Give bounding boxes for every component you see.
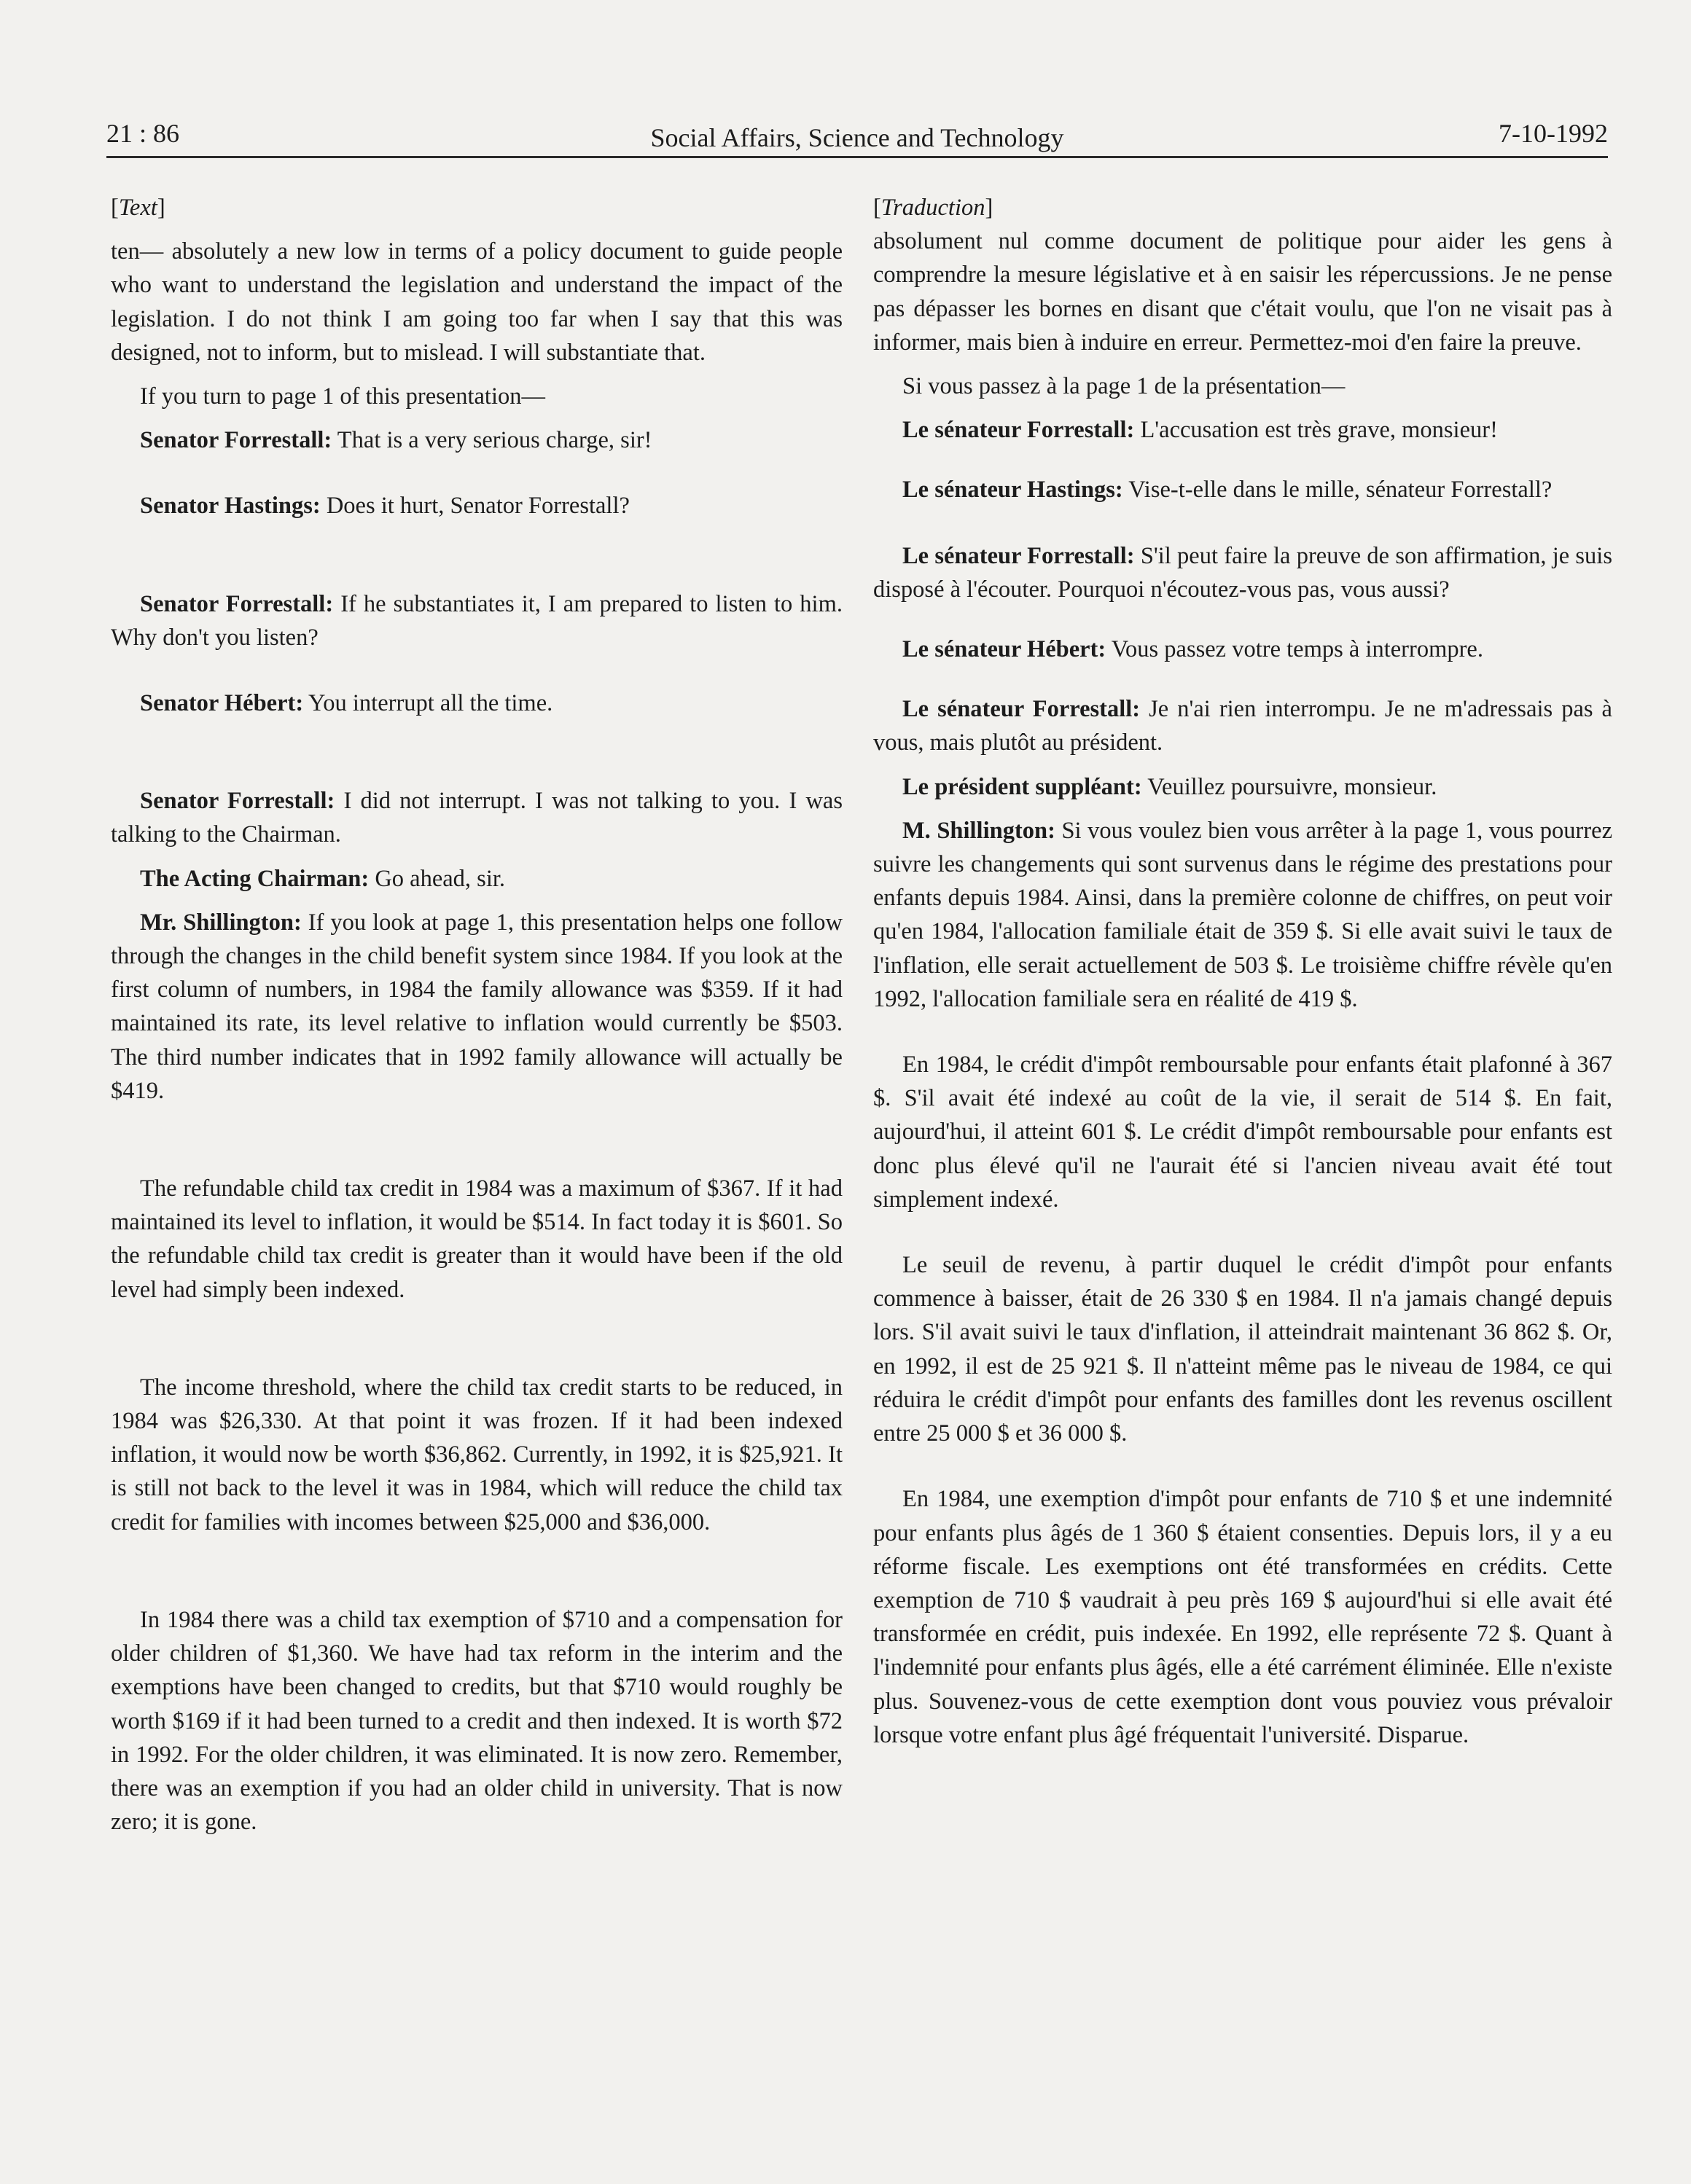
english-column [111, 191, 843, 1839]
paragraph: ten— absolutely a new low in terms of a policy document to guide people who want to understand the legislation and understand the impact of the legislation. I do not think I am going too far when I say that this was designed, not to inform, but to mislead. I will substantiate that. [111, 238, 843, 366]
paragraph: If you turn to page 1 of this presentation— [140, 383, 545, 410]
speech-paragraph: Le sénateur Hastings: Vise-t-elle dans le mille, sénateur Forrestall? [902, 477, 1553, 504]
speech-paragraph: Le sénateur Forrestall: S'il peut faire la preuve de son affirmation, je suis disposé à l'écouter. Pourquoi n'écoutez-vous pas, vous aussi? [873, 542, 1612, 603]
paragraph: The income threshold, where the child tax credit starts to be reduced, in 1984 was $26,330. At that point it was frozen. If it had been indexed inflation, it would now be worth $36,862. Currently, in 1992, it is $25,921. It is still not back to the level it was in 1984, which will reduce the child tax credit for families with incomes between $25,000 and $36,000. [111, 1374, 843, 1535]
speaker-name: Senator Hastings: [140, 493, 321, 520]
french-column [873, 191, 1612, 1752]
column-label: [Traduction] [873, 195, 993, 221]
paragraph: En 1984, le crédit d'impôt remboursable pour enfants était plafonné à 367 $. S'il avait été indexé au coût de la vie, il serait de 514 $. En fait, aujourd'hui, il atteint 601 $. Le crédit d'impôt remboursable pour enfants est donc plus élevé qu'il ne l'aurait été si l'ancien niveau avait été tout simplement indexé. [873, 1052, 1612, 1213]
speaker-name: Senator Forrestall: [140, 427, 332, 454]
page-number: 21 : 86 [106, 119, 180, 148]
paragraph: Le seuil de revenu, à partir duquel le crédit d'impôt pour enfants commence à baisser, était de 26 330 $ en 1984. Il n'a jamais changé depuis lors. S'il avait suivi le taux d'inflation, il atteindrait maintenant 36 862 $. Or, en 1992, il est de 25 921 $. Il n'atteint même pas le niveau de 1984, ce qui réduira le crédit d'impôt pour enfants des familles dont les revenus oscillent entre 25 000 $ et 36 000 $. [873, 1252, 1612, 1447]
speech-paragraph: Senator Hébert: You interrupt all the time. [140, 690, 553, 717]
speaker-name: Senator Forrestall: [140, 590, 334, 617]
column-label: [Text] [111, 195, 165, 221]
speaker-name: Le sénateur Forrestall: [902, 542, 1135, 569]
header-rule [106, 156, 1608, 158]
speech-paragraph: Le sénateur Hébert: Vous passez votre temps à interrompre. [902, 636, 1483, 663]
speaker-name: Le sénateur Hastings: [902, 477, 1123, 504]
speech-paragraph: Senator Hastings: Does it hurt, Senator Forrestall? [140, 493, 630, 520]
speech-paragraph: Senator Forrestall: If he substantiates it, I am prepared to listen to him. Why don't you listen? [111, 590, 843, 651]
speech-paragraph: Mr. Shillington: If you look at page 1, this presentation helps one follow through the changes in the child benefit system since 1984. If you look at the first column of numbers, in 1984 the family allowance was $359. If it had maintained its rate, its level relative to inflation would currently be $503. The third number indicates that in 1992 family allowance will actually be $419. [111, 909, 843, 1104]
speaker-name: Senator Hébert: [140, 690, 304, 717]
header-date: 7-10-1992 [1499, 119, 1608, 148]
speech-paragraph: Le président suppléant: Veuillez poursuivre, monsieur. [902, 773, 1437, 800]
paragraph: Si vous passez à la page 1 de la présentation— [902, 373, 1346, 400]
paragraph: En 1984, une exemption d'impôt pour enfants de 710 $ et une indemnité pour enfants plus âgés de 1 360 $ étaient consenties. Depuis lors, il y a eu réforme fiscale. Les exemptions ont été transformées en crédits. Cette exemption de 710 $ vaudrait à peu près 169 $ aujourd'hui si elle avait été transformée en crédit, puis indexée. En 1992, elle représente 72 $. Quant à l'indemnité pour enfants plus âgés, elle a été carrément éliminée. Elle n'existe plus. Souvenez-vous de cette exemption dont vous pouviez vous prévaloir lorsque votre enfant plus âgé fréquentait l'université. Disparue. [873, 1486, 1612, 1748]
paragraph: In 1984 there was a child tax exemption of $710 and a compensation for older children of $1,360. We have had tax reform in the interim and the exemptions have been changed to credits, but that $710 would roughly be worth $169 if it had been turned to a credit and then indexed. It is worth $72 in 1992. For the older children, it was eliminated. It is now zero. Remember, there was an exemption if you had an older child in university. That is now zero; it is gone. [111, 1606, 843, 1836]
speech-paragraph: Le sénateur Forrestall: Je n'ai rien interrompu. Je ne m'adressais pas à vous, mais plutôt au président. [873, 696, 1612, 756]
speaker-name: Le président suppléant: [902, 773, 1142, 800]
speaker-name: Senator Forrestall: [140, 788, 335, 815]
speech-paragraph: M. Shillington: Si vous voulez bien vous arrêter à la page 1, vous pourrez suivre les changements qui sont survenus dans le régime des prestations pour enfants depuis 1984. Ainsi, dans la première colonne de chiffres, on peut voir qu'en 1984, l'allocation familiale était de 359 $. Si elle avait suivi le taux de l'inflation, elle serait actuellement de 503 $. Le troisième chiffre révèle qu'en 1992, l'allocation familiale sera en réalité de 419 $. [873, 817, 1612, 1012]
speaker-name: Le sénateur Forrestall: [902, 696, 1141, 723]
speaker-name: M. Shillington: [902, 817, 1055, 844]
page-header [106, 118, 1608, 159]
running-title: Social Affairs, Science and Technology [650, 123, 1064, 152]
speech-paragraph: Le sénateur Forrestall: L'accusation est très grave, monsieur! [902, 417, 1498, 444]
speech-paragraph: Senator Forrestall: That is a very serious charge, sir! [140, 427, 652, 454]
speaker-name: The Acting Chairman: [140, 865, 370, 892]
speaker-name: Mr. Shillington: [140, 909, 302, 936]
speech-paragraph: Senator Forrestall: I did not interrupt. I was not talking to you. I was talking to the Chairman. [111, 788, 843, 848]
speech-paragraph: The Acting Chairman: Go ahead, sir. [140, 865, 506, 892]
paragraph: The refundable child tax credit in 1984 was a maximum of $367. If it had maintained its level to inflation, it would be $514. In fact today it is $601. So the refundable child tax credit is greater than it would have been if the old level had simply been indexed. [111, 1175, 843, 1303]
speaker-name: Le sénateur Forrestall: [902, 417, 1135, 444]
paragraph: absolument nul comme document de politique pour aider les gens à comprendre la mesure législative et à en saisir les répercussions. Je ne pense pas dépasser les bornes en disant que c'était voulu, que l'on ne visait pas à informer, mais bien à induire en erreur. Permettez-moi d'en faire la preuve. [873, 228, 1612, 356]
speaker-name: Le sénateur Hébert: [902, 636, 1106, 663]
